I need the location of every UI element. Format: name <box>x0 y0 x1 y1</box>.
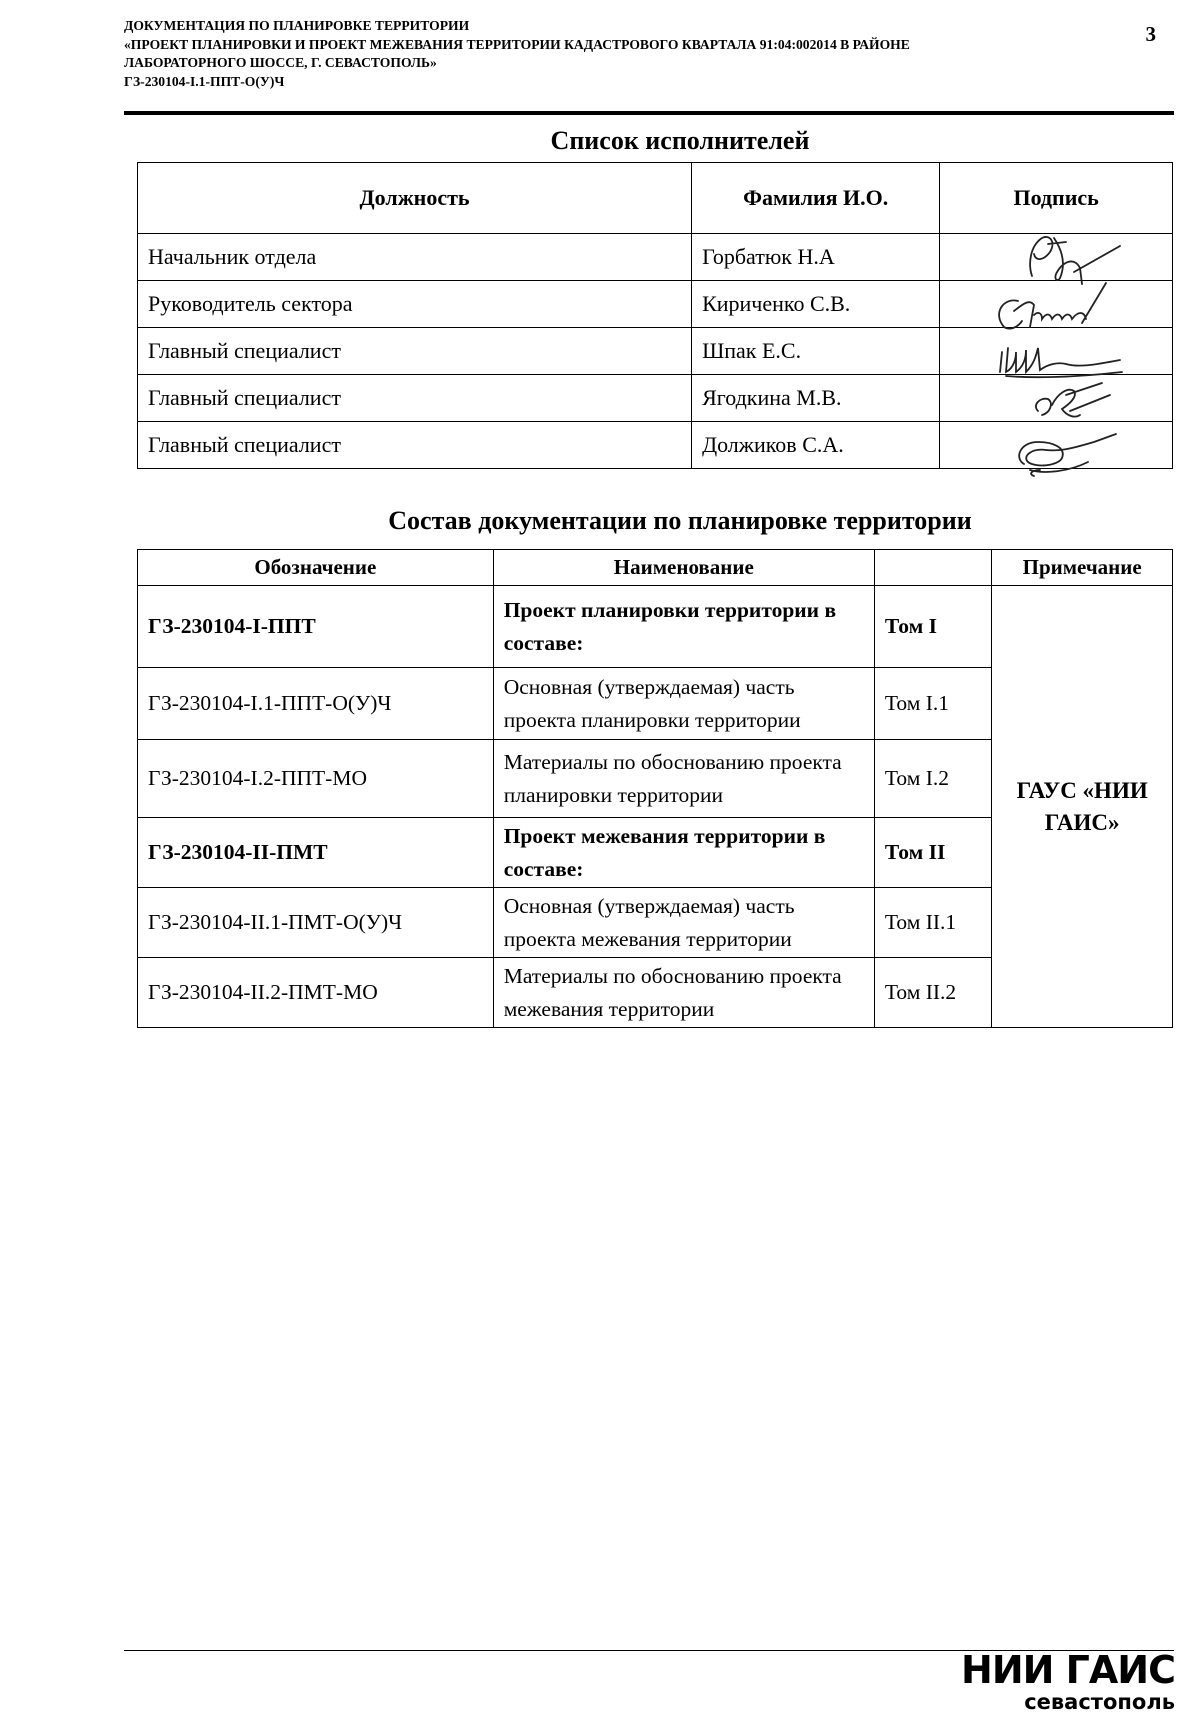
header-line: ГЗ-230104-I.1-ППТ-О(У)Ч <box>124 73 285 89</box>
staff-table-title: Список исполнителей <box>550 126 810 155</box>
column-header <box>874 550 991 586</box>
signature-cell <box>940 422 1173 469</box>
name-cell: Горбатюк Н.А <box>692 234 940 281</box>
volume-cell: Том I.1 <box>874 668 991 740</box>
note-cell: ГАУС «НИИ ГАИС» <box>992 586 1173 1028</box>
documentation-table <box>137 549 1173 1028</box>
column-header: Фамилия И.О. <box>692 163 940 234</box>
column-header: Примечание <box>992 550 1173 586</box>
designation-cell: ГЗ-230104-I.2-ППТ-МО <box>138 740 494 818</box>
position-cell: Руководитель сектора <box>138 281 692 328</box>
position-cell: Главный специалист <box>138 328 692 375</box>
title-cell: Материалы по обоснованию проекта межевания территории <box>493 958 874 1028</box>
name-cell: Шпак Е.С. <box>692 328 940 375</box>
header-divider <box>124 111 1174 115</box>
staff-table <box>137 162 1173 469</box>
volume-cell: Том II.1 <box>874 888 991 958</box>
volume-cell: Том II.2 <box>874 958 991 1028</box>
column-header: Наименование <box>493 550 874 586</box>
position-cell: Главный специалист <box>138 422 692 469</box>
table-header-row <box>138 163 1173 234</box>
docs-table-title: Состав документации по планировке территории <box>388 506 972 535</box>
position-cell: Главный специалист <box>138 375 692 422</box>
title-cell: Проект планировки территории в составе: <box>493 586 874 668</box>
name-cell: Должиков С.А. <box>692 422 940 469</box>
header-line: «ПРОЕКТ ПЛАНИРОВКИ И ПРОЕКТ МЕЖЕВАНИЯ ТЕРРИТОРИИ КАДАСТРОВОГО КВАРТАЛА 91:04:002014 В РАЙОНЕ <box>124 36 910 52</box>
column-header: Должность <box>138 163 692 234</box>
table-header-row <box>138 550 1173 586</box>
designation-cell: ГЗ-230104-II.1-ПМТ-О(У)Ч <box>138 888 494 958</box>
logo-city: севастополь <box>1024 1690 1175 1714</box>
table-row <box>138 422 1173 469</box>
title-cell: Материалы по обоснованию проекта планировки территории <box>493 740 874 818</box>
designation-cell: ГЗ-230104-II.2-ПМТ-МО <box>138 958 494 1028</box>
header-line: ЛАБОРАТОРНОГО ШОССЕ, Г. СЕВАСТОПОЛЬ» <box>124 55 437 70</box>
position-cell: Начальник отдела <box>138 234 692 281</box>
title-cell: Проект межевания территории в составе: <box>493 818 874 888</box>
logo-wordmark: НИИ ГАИС <box>961 1648 1175 1692</box>
title-cell: Основная (утверждаемая) часть проекта межевания территории <box>493 888 874 958</box>
column-header: Подпись <box>940 163 1173 234</box>
column-header: Обозначение <box>138 550 494 586</box>
page-number: 3 <box>1145 22 1156 46</box>
table-row <box>138 586 1173 668</box>
document-header <box>124 17 1084 91</box>
volume-cell: Том II <box>874 818 991 888</box>
designation-cell: ГЗ-230104-II-ПМТ <box>138 818 494 888</box>
volume-cell: Том I <box>874 586 991 668</box>
volume-cell: Том I.2 <box>874 740 991 818</box>
designation-cell: ГЗ-230104-I-ППТ <box>138 586 494 668</box>
header-line: ДОКУМЕНТАЦИЯ ПО ПЛАНИРОВКЕ ТЕРРИТОРИИ <box>124 18 470 33</box>
handwritten-signature <box>970 412 1140 478</box>
title-cell: Основная (утверждаемая) часть проекта планировки территории <box>493 668 874 740</box>
nii-gais-logo <box>925 1648 1185 1718</box>
name-cell: Ягодкина М.В. <box>692 375 940 422</box>
designation-cell: ГЗ-230104-I.1-ППТ-О(У)Ч <box>138 668 494 740</box>
name-cell: Кириченко С.В. <box>692 281 940 328</box>
